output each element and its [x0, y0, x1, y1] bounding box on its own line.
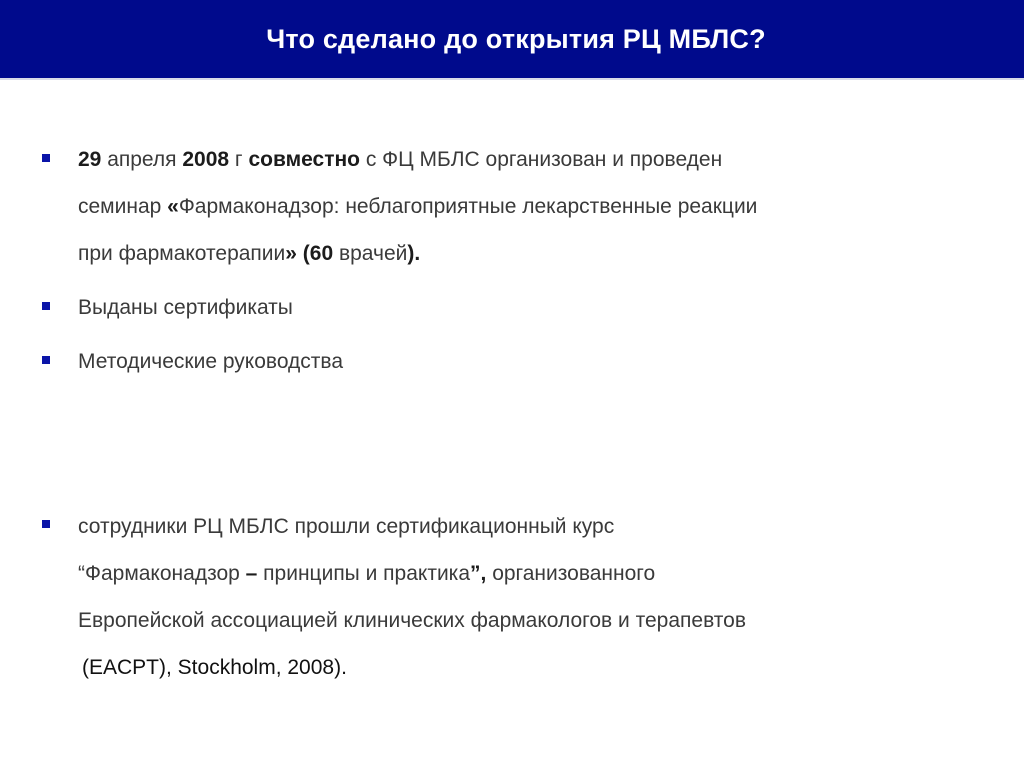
paren-open: (: [296, 242, 310, 265]
course-dash: –: [245, 562, 258, 585]
seminar-prefix: семинар: [78, 195, 168, 218]
course-name-mid: принципы и практика: [257, 562, 471, 585]
slide-title: Что сделано до открытия РЦ МБЛС?: [266, 23, 766, 54]
list-item-certificates: Выданы сертификаты: [78, 296, 293, 319]
seminar-line-3: [78, 230, 978, 277]
bullet-marker: [42, 520, 50, 528]
seminar-name-part-1: Фармаконадзор: неблагоприятные лекарственные реакции: [178, 195, 758, 218]
date-month: апреля: [101, 148, 183, 171]
bullet-marker: [42, 302, 50, 310]
course-line-3: Европейской ассоциацией клинических фармакологов и терапевтов: [78, 609, 746, 632]
date-year: 2008: [182, 148, 230, 171]
bullet-marker: [42, 154, 50, 162]
course-line-4: (EACPT), Stockholm, 2008).: [82, 656, 347, 679]
date-day: 29: [78, 148, 102, 171]
doctor-count: 60: [309, 242, 334, 265]
bullet-marker: [42, 356, 50, 364]
seminar-line-1: [78, 136, 978, 183]
seminar-name-part-2: при фармакотерапии: [78, 242, 286, 265]
course-name-open: “Фармаконадзор: [78, 562, 246, 585]
doctors-word: врачей: [333, 242, 408, 265]
jointly-word: совместно: [248, 148, 360, 171]
list-item-seminar: [78, 136, 978, 277]
seminar-text-1: с ФЦ МБЛС организован и проведен: [360, 148, 723, 171]
course-organized: организованного: [486, 562, 656, 585]
seminar-line-2: [78, 183, 978, 230]
year-suffix: г: [229, 148, 249, 171]
course-line-1: сотрудники РЦ МБЛС прошли сертификационный курс: [78, 515, 615, 538]
list-item-guidelines: Методические руководства: [78, 350, 344, 373]
quote-open: «: [167, 195, 179, 218]
quote-close: »: [285, 242, 297, 265]
course-name-close: ”,: [470, 562, 487, 585]
list-item-course: [78, 503, 978, 691]
course-line-2: [78, 550, 978, 597]
paren-close: ).: [407, 242, 421, 265]
